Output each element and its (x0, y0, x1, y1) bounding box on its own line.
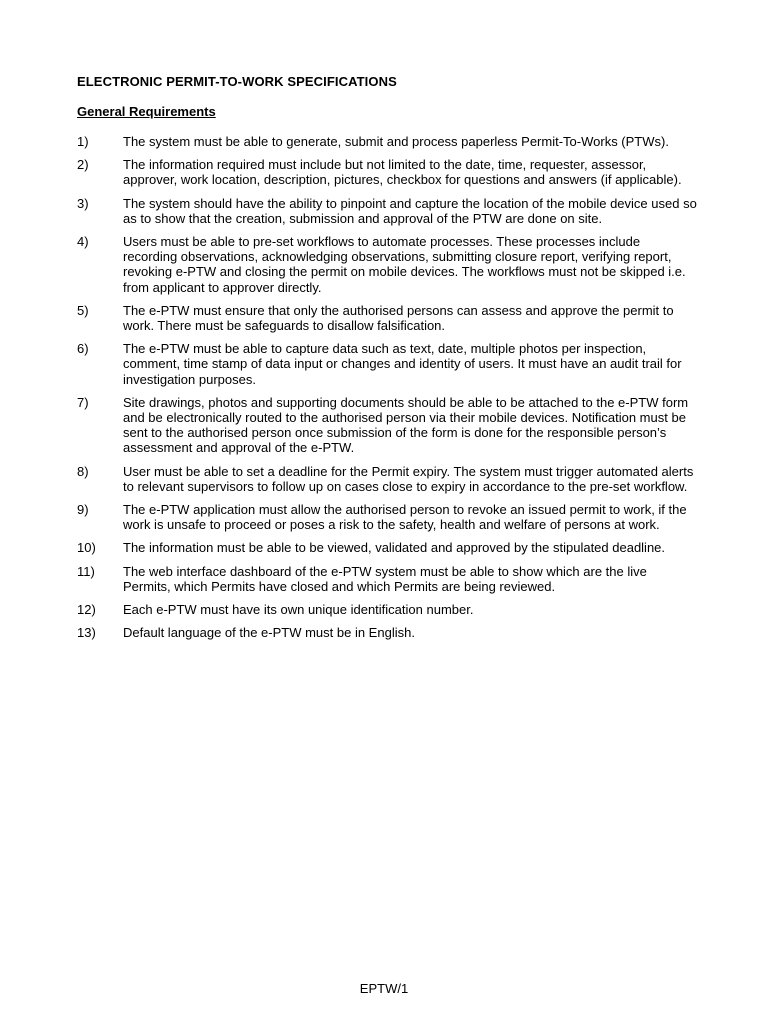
requirement-text: Default language of the e-PTW must be in English. (123, 625, 415, 641)
requirement-item (77, 625, 697, 640)
requirement-item (77, 134, 697, 149)
requirement-number: 6) (77, 341, 89, 357)
requirement-text: The system must be able to generate, submit and process paperless Permit-To-Works (PTWs). (123, 134, 669, 149)
requirement-text: The system should have the ability to pinpoint and capture the location of the mobile device used so as to show that the creation, submission and approval of the PTW are done on site. (123, 195, 697, 226)
requirement-text: The web interface dashboard of the e-PTW system must be able to show which are the live Permits, which Permits have closed and which Permits are being reviewed. (123, 563, 647, 594)
section-heading: General Requirements (77, 104, 216, 119)
requirements-list (77, 134, 697, 648)
requirement-text: The information must be able to be viewed, validated and approved by the stipulated deadline. (123, 540, 666, 556)
requirement-number: 11) (77, 563, 95, 579)
requirement-number: 3) (77, 195, 89, 211)
requirement-item (77, 564, 697, 594)
requirement-item (77, 234, 697, 295)
requirement-number: 12) (77, 602, 96, 618)
requirement-number: 4) (77, 234, 89, 250)
requirement-text: The e-PTW must ensure that only the authorised persons can assess and approve the permit to work. There must be safeguards to disallow falsification. (123, 302, 674, 334)
requirement-item (77, 540, 697, 555)
requirement-item (77, 464, 697, 494)
requirement-item (77, 341, 697, 387)
requirement-text: User must be able to set a deadline for the Permit expiry. The system must trigger automated alerts to relevant supervisors to follow up on cases close to expiry in accordance to the pre-set workflow. (123, 463, 694, 494)
requirement-item (77, 602, 697, 617)
requirement-number: 13) (77, 625, 96, 641)
requirement-item (77, 196, 697, 226)
requirement-text: Each e-PTW must have its own unique identification number. (123, 602, 474, 618)
document-title: ELECTRONIC PERMIT-TO-WORK SPECIFICATIONS (77, 74, 397, 89)
requirement-number: 2) (77, 157, 89, 173)
requirement-number: 7) (77, 394, 89, 410)
requirement-number: 9) (77, 502, 89, 518)
requirement-item (77, 157, 697, 187)
requirement-text: The e-PTW application must allow the authorised person to revoke an issued permit to work, if the work is unsafe to proceed or poses a risk to the safety, health and welfare of persons at work. (123, 502, 687, 533)
requirement-item (77, 303, 697, 333)
requirement-number: 10) (77, 540, 96, 556)
requirement-number: 1) (77, 134, 89, 149)
requirement-item (77, 395, 697, 456)
requirement-text: Site drawings, photos and supporting documents should be able to be attached to the e-PTW form and be electronically routed to the authorised person via their mobile devices. Notification must be sent to the authorised person once submission of the form is done for the responsible person’s assessment and approval of the e-PTW. (123, 394, 689, 456)
requirement-text: The information required must include but not limited to the date, time, requester, assessor, approver, work location, description, pictures, checkbox for questions and answers (if applicable). (123, 157, 682, 188)
requirement-number: 8) (77, 463, 89, 479)
requirement-text: The e-PTW must be able to capture data such as text, date, multiple photos per inspection, comment, time stamp of data input or changes and identity of users. It must have an audit trail for investigation purposes. (123, 341, 682, 387)
page-footer: EPTW/1 (359, 981, 409, 996)
requirement-number: 5) (77, 302, 89, 318)
requirement-text: Users must be able to pre-set workflows to automate processes. These processes include recording observations, acknowledging observations, submitting closure report, verifying report, revoking e-PTW and closing the permit on mobile devices. The workflows must not be skipped i.e. from applicant to approver directly. (123, 234, 686, 295)
requirement-item (77, 502, 697, 532)
